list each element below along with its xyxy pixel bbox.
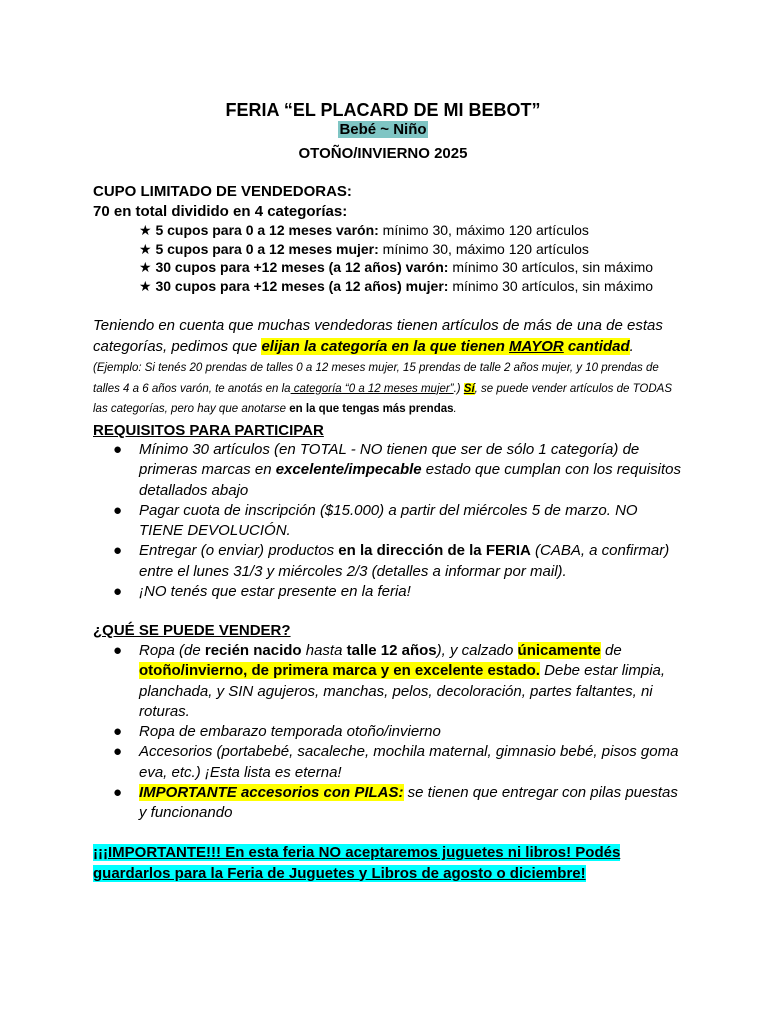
item-highlight: únicamente (517, 642, 601, 659)
example-bold: en la que tengas más prendas (289, 403, 454, 415)
item-text: Mínimo 30 artículos (en TOTAL - NO tienen que ser de sólo 1 categoría) de primeras marcas en (139, 441, 640, 479)
final-warning-text: ¡¡¡IMPORTANTE!!! En esta feria NO aceptaremos juguetes ni libros! Podés guardarlos para la Feria de Juguetes y Libros de agosto o diciembre! (93, 844, 621, 882)
intro-highlight-mayor: MAYOR (509, 337, 564, 355)
item-bold: recién nacido (204, 642, 302, 659)
list-item (93, 742, 683, 783)
list-item (93, 582, 683, 602)
cupo-item-bold: 5 cupos para 0 a 12 meses varón: (155, 222, 379, 238)
item-bold: en la dirección de la FERIA (338, 542, 531, 560)
list-item (93, 440, 683, 501)
document-title: FERIA “EL PLACARD DE MI BEBOT” (225, 100, 541, 120)
final-warning (93, 843, 683, 884)
document-subtitle (93, 121, 673, 138)
bullet-icon: ● (113, 642, 123, 659)
item-text: (CABA, a confirmar) entre el lunes 31/3 y miércoles 2/3 (detalles a informar por mail). (139, 542, 670, 580)
cupo-item-text: mínimo 30, máximo 120 artículos (378, 240, 589, 257)
example-text: . (453, 403, 457, 415)
star-icon: ★ (139, 240, 152, 257)
list-item (93, 722, 683, 742)
item-text: hasta (301, 642, 347, 659)
star-icon: ★ (139, 277, 152, 294)
cupo-heading: CUPO LIMITADO DE VENDEDORAS: (93, 183, 352, 200)
bullet-icon: ● (113, 743, 123, 761)
intro-text: . (629, 337, 634, 355)
item-highlight: IMPORTANTE accesorios con PILAS: (139, 784, 404, 802)
cupo-item-text: mínimo 30, máximo 120 artículos (378, 222, 589, 238)
bullet-icon: ● (113, 784, 123, 802)
vender-list (93, 641, 683, 824)
item-text: Accesorios (portabebé, sacaleche, mochila maternal, gimnasio bebé, pisos goma eva, etc.) ¡Esta lista es eterna! (139, 743, 679, 781)
example-category: categoría “0 a 12 meses mujer” (290, 382, 454, 395)
vender-heading: ¿QUÉ SE PUEDE VENDER? (93, 622, 291, 639)
item-text: Ropa (de (139, 642, 205, 659)
bullet-icon: ● (113, 441, 123, 458)
cupo-subheading: 70 en total dividido en 4 categorías: (93, 203, 348, 220)
cupo-item-bold: 30 cupos para +12 meses (a 12 años) mujer: (155, 277, 449, 294)
example-si: Sí (463, 382, 475, 395)
example-text: , se puede vender artículos de TODAS las categorías, pero hay que anotarse (93, 382, 672, 415)
bullet-icon: ● (113, 501, 123, 519)
season-heading: OTOÑO/INVIERNO 2025 (298, 145, 468, 162)
item-text: se tienen que entregar con pilas puestas y funcionando (139, 784, 678, 822)
cupo-item-bold: 30 cupos para +12 meses (a 12 años) varón: (155, 259, 449, 275)
cupo-item (139, 240, 653, 259)
bullet-icon: ● (113, 542, 123, 560)
list-item (93, 501, 683, 542)
star-icon: ★ (139, 259, 152, 275)
intro-text: Teniendo en cuenta que muchas vendedoras tienen artículos de más de una de estas categorías, pedimos que (93, 317, 663, 355)
list-item (93, 641, 683, 722)
star-icon: ★ (139, 222, 152, 238)
requisitos-list (93, 440, 683, 602)
cupo-item-text: mínimo 30 artículos, sin máximo (448, 277, 654, 294)
example-note (93, 362, 672, 415)
item-bold: excelente/impecable (275, 461, 422, 479)
item-highlight: otoño/invierno, de primera marca y en excelente estado. (139, 662, 540, 680)
item-text: estado que cumplan con los requisitos detallados abajo (139, 461, 681, 499)
item-text: Pagar cuota de inscripción ($15.000) a partir del miércoles 5 de marzo. NO TIENE DEVOLUCIÓN. (139, 501, 638, 540)
item-text: Ropa de embarazo temporada otoño/invierno (139, 723, 441, 741)
cupo-item-bold: 5 cupos para 0 a 12 meses mujer: (155, 240, 379, 257)
cupo-item (139, 221, 653, 240)
list-item (93, 541, 683, 582)
cupo-item (139, 277, 653, 296)
example-text: (Ejemplo: Si tenés 20 prendas de talles 0 a 12 meses mujer, 15 prendas de talle 2 años mujer, y 10 prendas de talles 4 a 6 años varón, te anotás en la (93, 362, 659, 395)
item-text: ¡NO tenés que estar presente en la feria! (139, 583, 411, 601)
item-text: Entregar (o enviar) productos (139, 542, 339, 560)
subtitle-highlight: Bebé ~ Niño (339, 121, 427, 138)
item-text: Debe estar limpia, planchada, y SIN agujeros, manchas, pelos, decoloración, partes faltantes, ni roturas. (139, 662, 666, 720)
intro-paragraph (93, 316, 678, 419)
item-text: ), y calzado (436, 642, 518, 659)
list-item (93, 783, 683, 824)
item-text: de (600, 642, 622, 659)
intro-highlight: elijan la categoría en la que tienen (261, 337, 510, 355)
bullet-icon: ● (113, 723, 123, 741)
example-text: .) (453, 382, 464, 395)
cupo-list (139, 221, 653, 295)
bullet-icon: ● (113, 583, 123, 601)
cupo-item (139, 258, 653, 277)
cupo-item-text: mínimo 30 artículos, sin máximo (448, 259, 654, 275)
item-bold: talle 12 años (346, 642, 437, 659)
requisitos-heading: REQUISITOS PARA PARTICIPAR (93, 422, 324, 439)
intro-highlight-end: cantidad (563, 337, 630, 355)
